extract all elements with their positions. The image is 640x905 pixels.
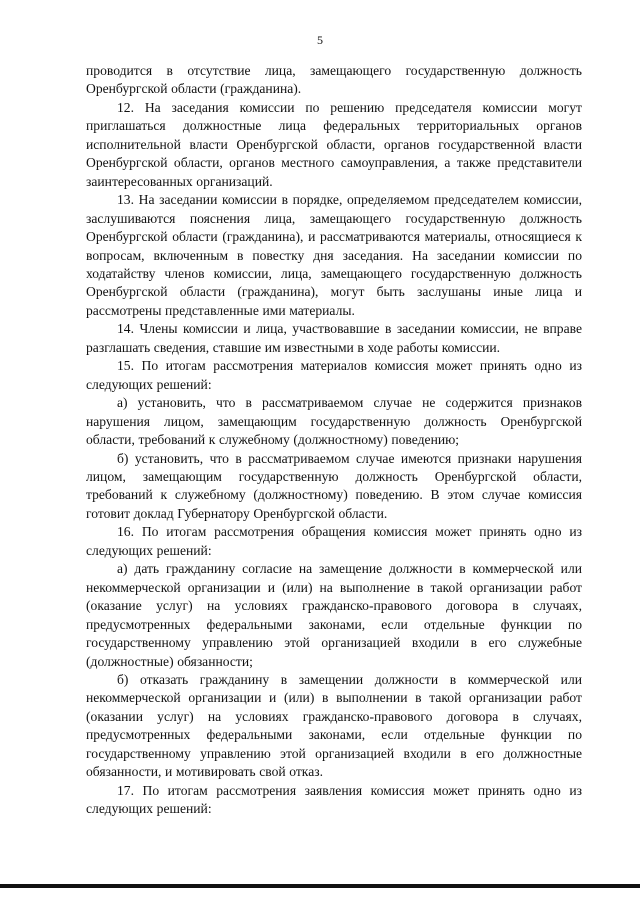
paragraph-item-12: 12. На заседания комиссии по решению председателя комиссии могут приглашаться должностные лица федеральных территориальных органов исполнительной власти Оренбургской области, органов государственной власти Оренбургской области, органов местного самоуправления, а также представители заинтересованных организаций. [86,99,582,189]
paragraph-item-16: 16. По итогам рассмотрения обращения комиссия может принять одно из следующих решений: [86,524,582,558]
paragraph-item-13: 13. На заседании комиссии в порядке, определяемом председателем комиссии, заслушиваются пояснения лица, замещающего государственную должность Оренбургской области (гражданина), и рассматриваются материалы, относящиеся к вопросам, включенным в повестку дня заседания. На заседании комиссии по ходатайству членов комиссии, лица, замещающего государственную должность Оренбургской области (гражданина), могут быть заслушаны иные лица и рассмотрены представленные ими материалы. [86,192,582,318]
subparagraph-16-b: б) отказать гражданину в замещении должности в коммерческой или некоммерческой организации и (или) в выполнении в такой организации работ (оказании услуг) на условиях гражданско-правового договора в случаях, предусмотренных федеральными законами, если отдельные функции по государственному управлению этой организацией входили в его должностные обязанности, и мотивировать свой отказ. [86,671,582,780]
paragraph-item-15: 15. По итогам рассмотрения материалов комиссия может принять одно из следующих решений: [86,358,582,392]
document-body [86,62,582,819]
scan-bottom-edge [0,884,640,888]
paragraph-item-14: 14. Члены комиссии и лица, участвовавшие в заседании комиссии, не вправе разглашать сведения, ставшие им известными в ходе работы комиссии. [86,321,582,355]
subparagraph-16-a: а) дать гражданину согласие на замещение должности в коммерческой или некоммерческой организации и (или) на выполнение в такой организации работ (оказание услуг) на условиях гражданско-правового договора в случаях, предусмотренных федеральными законами, если отдельные функции по государственному управлению этой организацией входили в его служебные (должностные) обязанности; [86,561,582,669]
subparagraph-15-a: а) установить, что в рассматриваемом случае не содержится признаков нарушения лицом, замещающим государственную должность Оренбургской области, требований к служебному (должностному) поведению; [86,395,582,448]
paragraph-item-17: 17. По итогам рассмотрения заявления комиссия может принять одно из следующих решений: [86,782,582,817]
subparagraph-15-b: б) установить, что в рассматриваемом случае имеются признаки нарушения лицом, замещающим государственную должность Оренбургской области, требований к служебному (должностному) поведению. В этом случае комиссия готовит доклад Губернатору Оренбургской области. [86,450,582,521]
paragraph-continuation: проводится в отсутствие лица, замещающего государственную должность Оренбургской области (гражданина). [86,63,582,97]
page-number: 5 [317,33,323,47]
